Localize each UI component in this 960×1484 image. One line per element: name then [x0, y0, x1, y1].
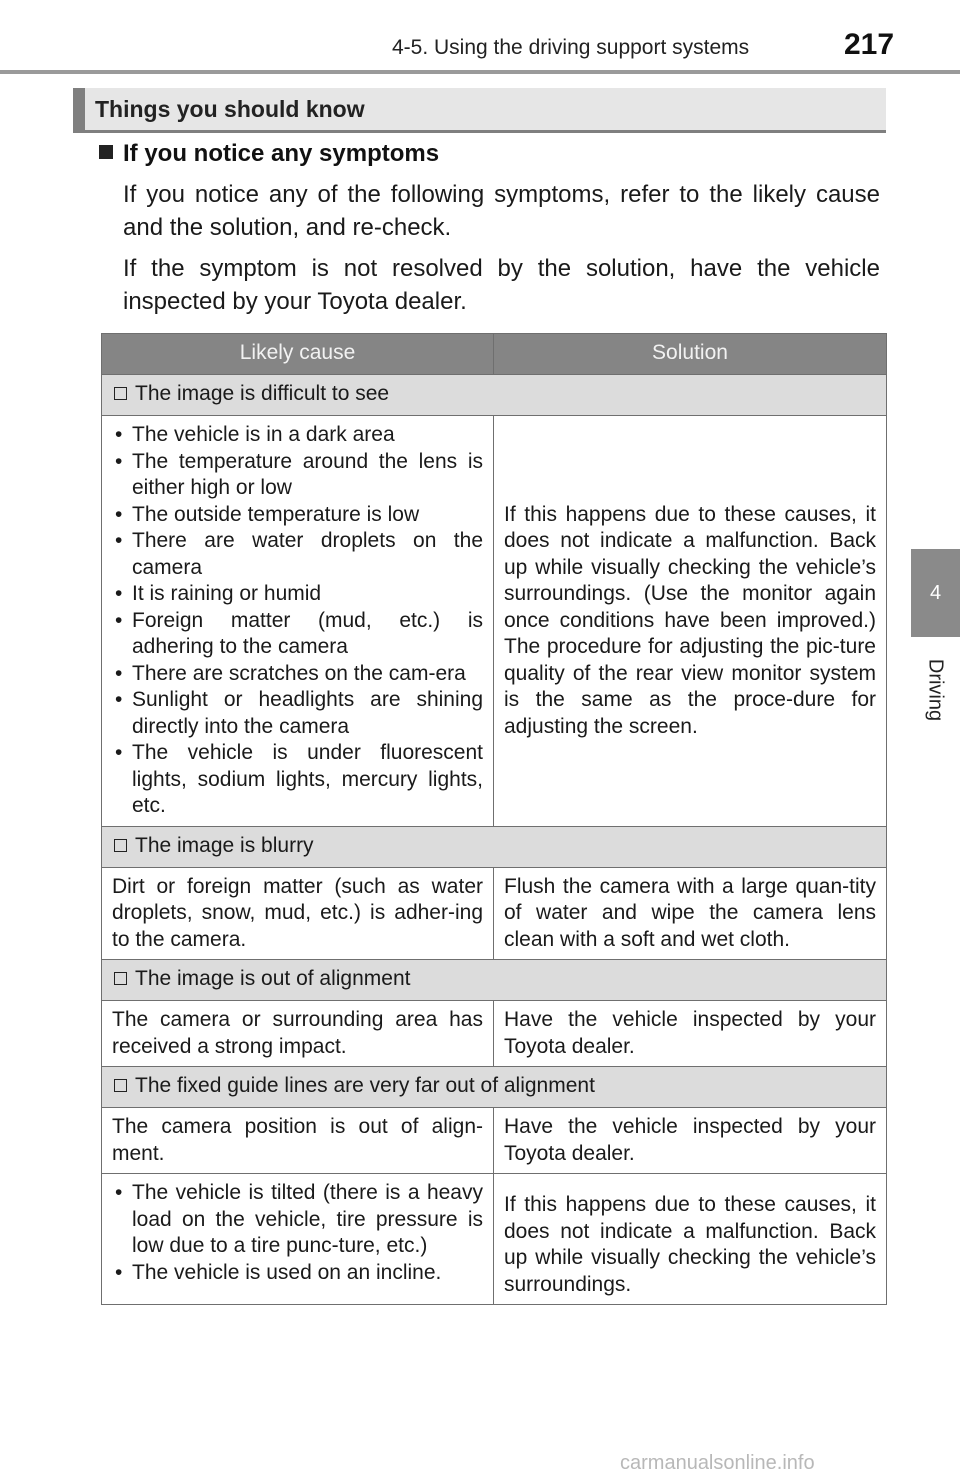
table-row: [102, 1174, 887, 1305]
cause-list: [112, 422, 483, 820]
list-item: • Foreign matter (mud, etc.) is adhering to the camera: [112, 608, 483, 661]
list-item: • The vehicle is under fluorescent lights, sodium lights, mercury lights, etc.: [112, 740, 483, 820]
list-item: • Sunlight or headlights are shining directly into the camera: [112, 687, 483, 740]
table-row: [102, 1108, 887, 1174]
list-item: • The vehicle is tilted (there is a heavy load on the vehicle, tire pressure is low due to a tire punc-ture, etc.): [112, 1180, 483, 1260]
column-header-solution: Solution: [494, 334, 887, 375]
things-you-should-know-bar: [73, 88, 886, 133]
list-item: • There are scratches on the cam-era: [112, 661, 483, 688]
running-header-section: 4-5. Using the driving support systems: [392, 36, 750, 59]
checkbox-icon: [114, 972, 127, 985]
chapter-number: 4: [929, 581, 942, 604]
column-header-likely-cause: Likely cause: [102, 334, 494, 375]
checkbox-icon: [114, 1079, 127, 1092]
category-image-alignment: [102, 960, 887, 1001]
chapter-tab[interactable]: [911, 549, 960, 637]
cause-cell: [102, 1174, 494, 1305]
solution-cell: Have the vehicle inspected by your Toyota dealer.: [494, 1108, 887, 1174]
cause-cell: [102, 416, 494, 827]
square-bullet-icon: [99, 145, 113, 159]
checkbox-icon: [114, 839, 127, 852]
symptoms-paragraph-1: If you notice any of the following symptoms, refer to the likely cause and the solution, and re-check.: [123, 181, 880, 241]
list-item: • The outside temperature is low: [112, 502, 483, 529]
table-row: [102, 416, 887, 827]
troubleshooting-table: [101, 333, 887, 1305]
category-image-difficult: [102, 375, 887, 416]
table-row: [102, 1001, 887, 1067]
solution-cell: If this happens due to these causes, it does not indicate a malfunction. Back up while visually checking the vehicle’s surroundings. (Use the monitor again once conditions have been improved.) The procedure for adjusting the pic-ture quality of the rear view monitor system is the same as the proce-dure for adjusting the screen.: [494, 416, 887, 827]
category-image-blurry: [102, 826, 887, 867]
solution-cell: If this happens due to these causes, it does not indicate a malfunction. Back up while visually checking the vehicle’s surroundings.: [494, 1174, 887, 1305]
know-box-title: Things you should know: [95, 96, 365, 122]
chapter-label: Driving: [924, 658, 947, 722]
table-row: [102, 867, 887, 960]
category-row: [102, 375, 887, 416]
cause-cell: The camera or surrounding area has received a strong impact.: [102, 1001, 494, 1067]
list-item: • The temperature around the lens is either high or low: [112, 449, 483, 502]
table-header-row: [102, 334, 887, 375]
header-divider: [0, 70, 960, 74]
category-row: [102, 826, 887, 867]
cause-cell: The camera position is out of align-ment.: [102, 1108, 494, 1174]
category-title: The image is out of alignment: [135, 967, 411, 990]
list-item: • The vehicle is used on an incline.: [112, 1260, 483, 1287]
list-item: • There are water droplets on the camera: [112, 528, 483, 581]
symptoms-paragraph-2: If the symptom is not resolved by the solution, have the vehicle inspected by your Toyota dealer.: [123, 255, 880, 315]
watermark: carmanualsonline.info: [620, 1452, 815, 1474]
solution-cell: Have the vehicle inspected by your Toyota dealer.: [494, 1001, 887, 1067]
category-title: The image is blurry: [135, 833, 314, 857]
list-item: • The vehicle is in a dark area: [112, 422, 483, 449]
solution-cell: Flush the camera with a large quan-tity of water and wipe the camera lens clean with a soft and wet cloth.: [494, 867, 887, 960]
category-title: The fixed guide lines are very far out of alignment: [135, 1074, 595, 1097]
list-item: • It is raining or humid: [112, 581, 483, 608]
checkbox-icon: [114, 387, 127, 400]
category-row: [102, 1067, 887, 1108]
symptoms-heading: [99, 140, 439, 168]
cause-list: [112, 1180, 483, 1286]
symptoms-heading-text: If you notice any symptoms: [123, 140, 440, 167]
category-guide-lines: [102, 1067, 887, 1108]
category-row: [102, 960, 887, 1001]
category-title: The image is difficult to see: [135, 382, 390, 405]
page-number: 217: [844, 28, 895, 61]
cause-cell: Dirt or foreign matter (such as water droplets, snow, mud, etc.) is adher-ing to the camera.: [102, 867, 494, 960]
